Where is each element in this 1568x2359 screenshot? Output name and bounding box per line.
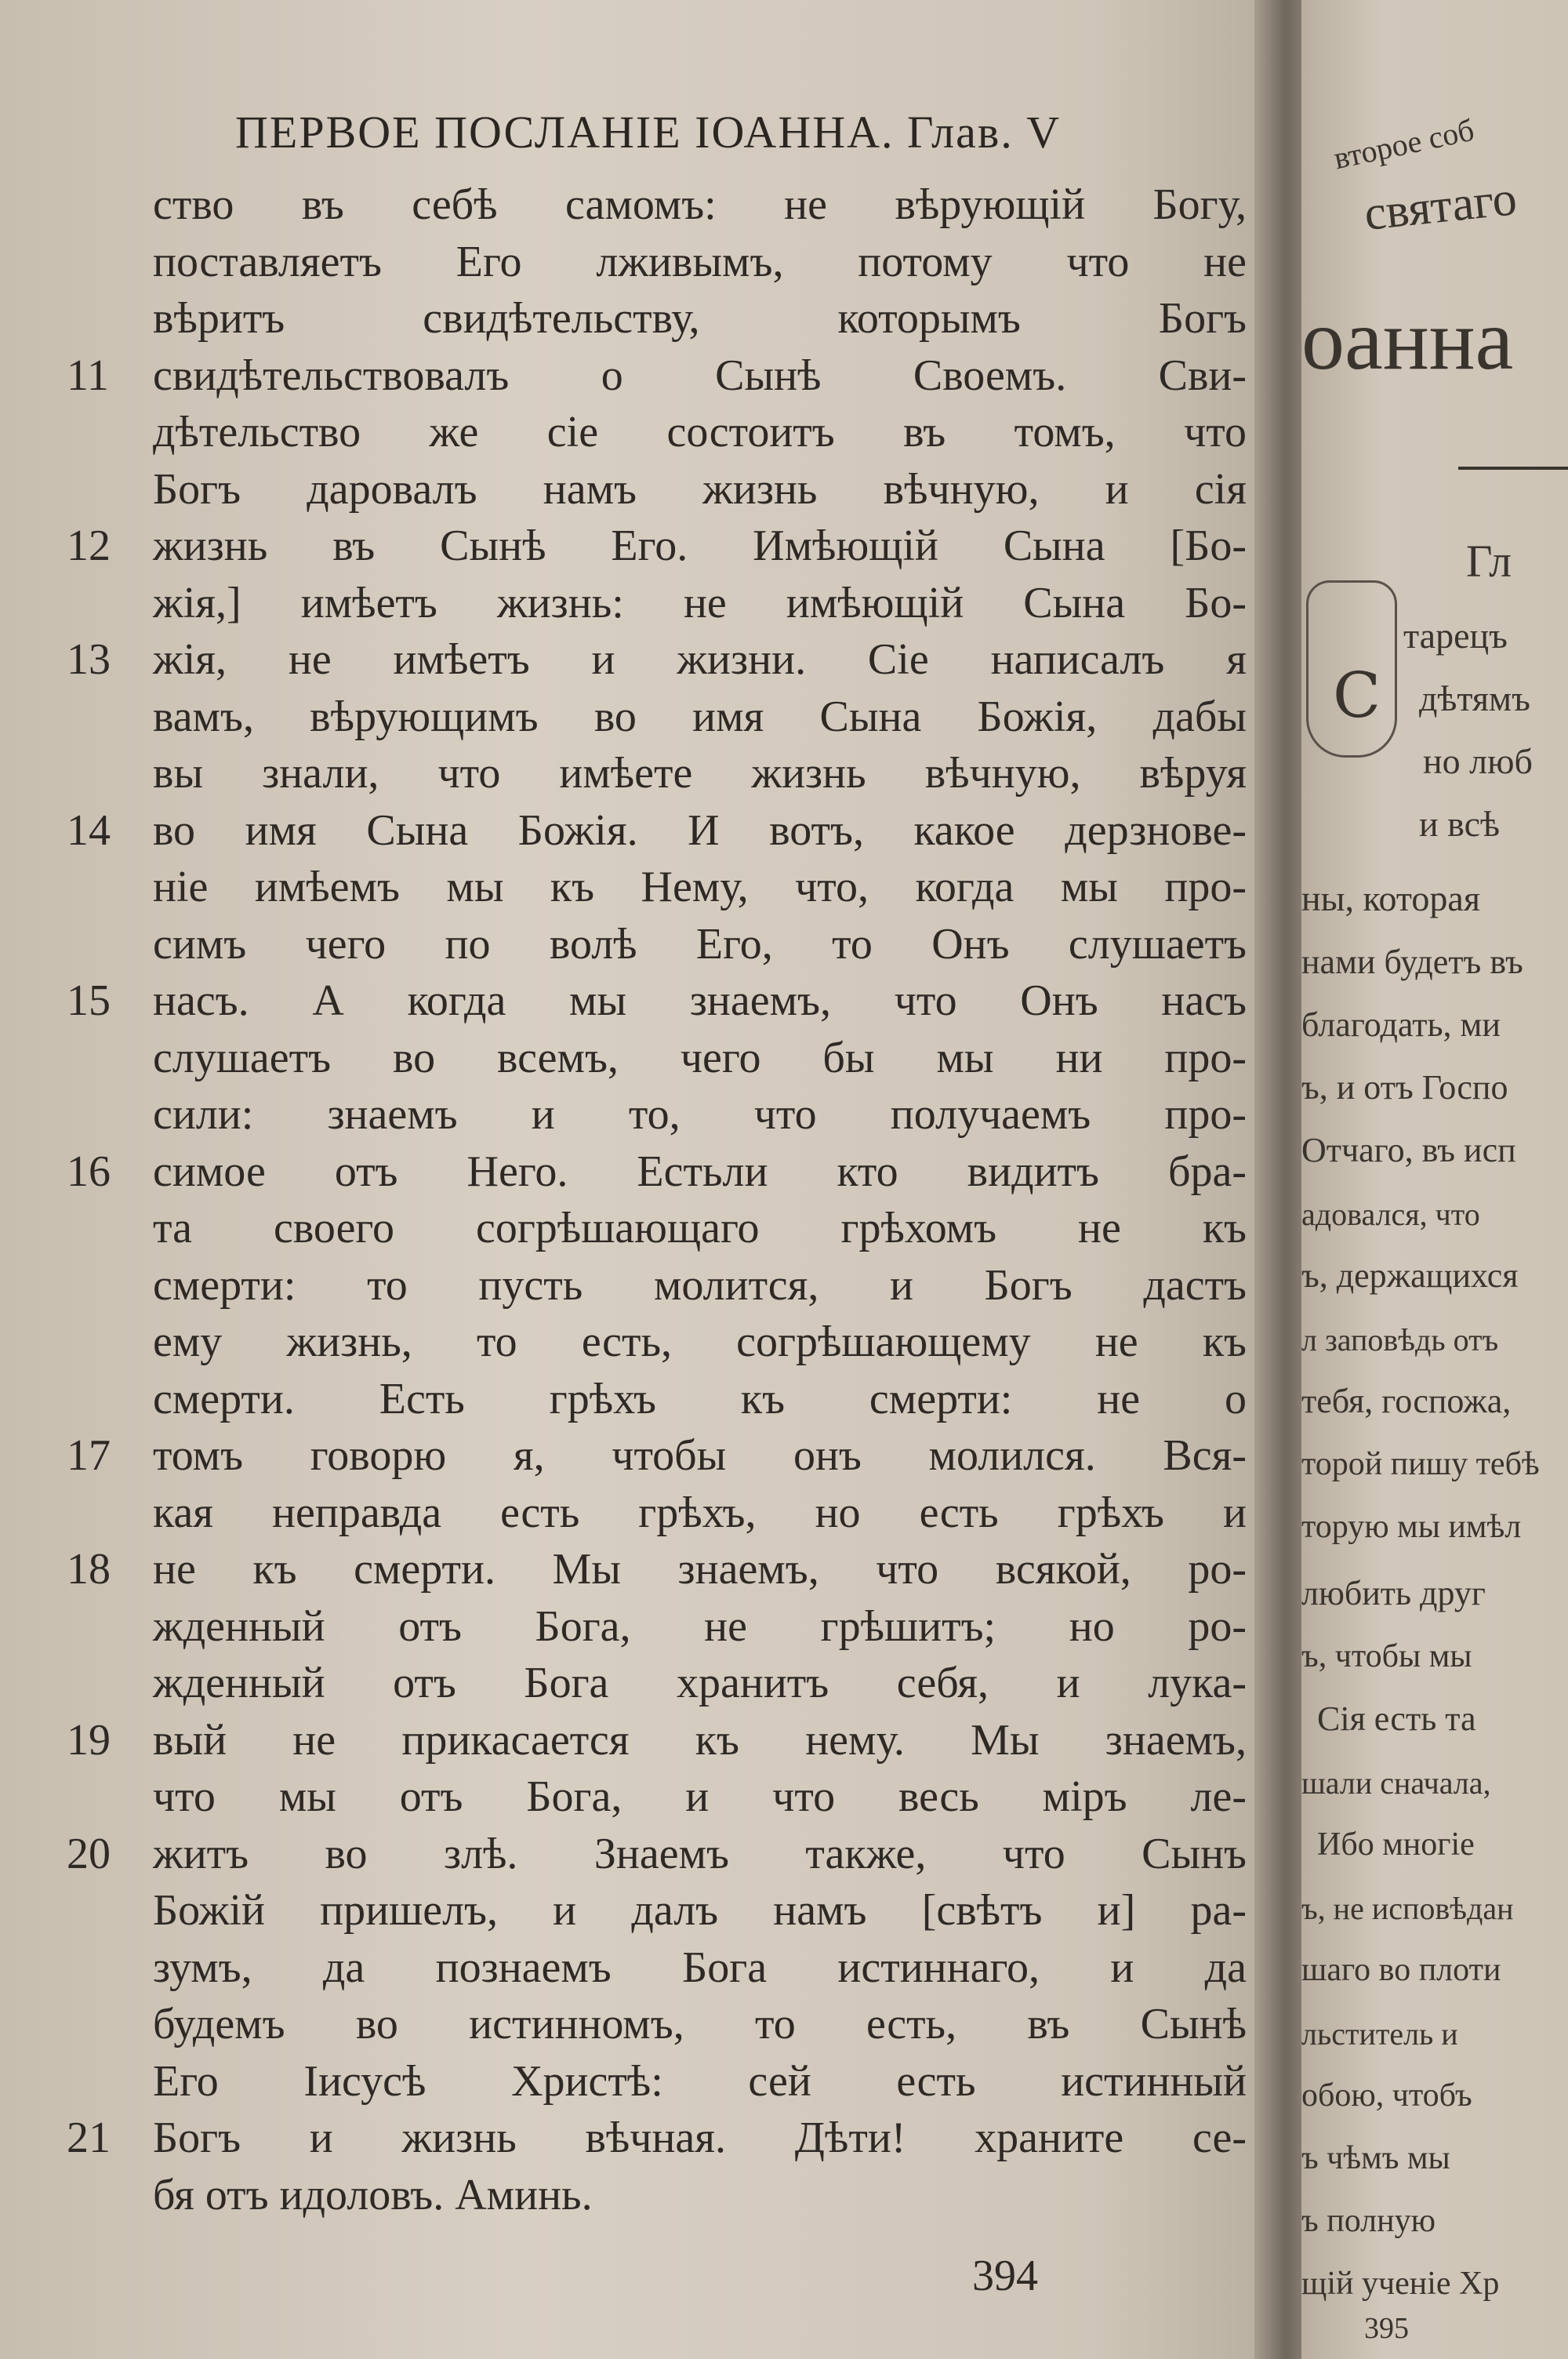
line-text: Богъ даровалъ намъ жизнь вѣчную, и сія <box>153 464 1247 514</box>
line-text: свидѣтельствовалъ о Сынѣ Своемъ. Сви- <box>153 351 1247 400</box>
verse-number: 17 <box>67 1431 111 1480</box>
right-page-text-fragment: тебя, госпожа, <box>1301 1382 1512 1420</box>
right-page-text-fragment: благодать, ми <box>1301 1005 1501 1044</box>
text-line <box>67 1826 1247 1883</box>
line-text: насъ. А когда мы знаемъ, что Онъ насъ <box>153 976 1247 1025</box>
line-text: сили: знаемъ и то, что получаемъ про- <box>153 1090 1247 1139</box>
right-page-text-fragment: нами будетъ въ <box>1301 943 1523 981</box>
right-page-text-fragment: дѣтямъ <box>1419 678 1530 718</box>
verse-number: 16 <box>67 1147 111 1196</box>
line-text: зумъ, да познаемъ Бога истиннаго, и да <box>153 1943 1247 1992</box>
right-page-text-fragment: 395 <box>1364 2312 1409 2345</box>
line-text: симъ чего по волѣ Его, то Онъ слушаетъ <box>153 919 1247 969</box>
ornamental-initial-letter: С <box>1333 659 1381 732</box>
verse-number: 19 <box>67 1715 111 1765</box>
line-text: Богъ и жизнь вѣчная. Дѣти! храните се- <box>153 2114 1247 2162</box>
right-page-text-fragment: любить друг <box>1301 1574 1486 1612</box>
text-line <box>67 1143 1247 1201</box>
line-text: поставляетъ Его лживымъ, потому что не <box>153 237 1247 286</box>
right-page-text-fragment: льститель и <box>1301 2016 1458 2052</box>
right-page-text-fragment: обою, чтобъ <box>1301 2077 1472 2114</box>
line-text: слушаетъ во всемъ, чего бы мы ни про- <box>153 1033 1247 1082</box>
text-line <box>67 1712 1247 1769</box>
right-page-text-fragment: но люб <box>1423 741 1533 781</box>
verse-number: 20 <box>67 1829 111 1878</box>
text-line <box>153 404 1247 461</box>
right-page-text-fragment: ъ полную <box>1301 2203 1436 2239</box>
text-line <box>153 1030 1247 1087</box>
line-text: жія, не имѣетъ и жизни. Сіе написалъ я <box>153 635 1247 684</box>
text-line <box>153 575 1247 632</box>
line-text: вы знали, что имѣете жизнь вѣчную, вѣруя <box>153 749 1247 798</box>
line-text: Божій пришелъ, и далъ намъ [свѣтъ и] ра- <box>153 1886 1247 1935</box>
right-page-text-fragment: ъ, не исповѣдан <box>1301 1891 1514 1926</box>
right-page-text-fragment: торую мы имѣл <box>1301 1509 1522 1545</box>
text-line <box>153 859 1247 916</box>
text-line <box>153 1086 1247 1143</box>
line-text: не къ смерти. Мы знаемъ, что всякой, ро- <box>153 1545 1247 1594</box>
text-line <box>153 1655 1247 1712</box>
right-page-text-fragment: Гл <box>1466 536 1512 587</box>
right-page-text-fragment: тарецъ <box>1403 616 1508 656</box>
verse-number: 13 <box>67 635 111 684</box>
line-text: та своего согрѣшающаго грѣхомъ не къ <box>153 1204 1247 1252</box>
right-page-text-fragment: шаго во плоти <box>1301 1952 1501 1988</box>
line-text: ему жизнь, то есть, согрѣшающему не къ <box>153 1318 1247 1366</box>
line-text: жія,] имѣетъ жизнь: не имѣющій Сына Бо- <box>153 578 1247 627</box>
right-page-text-fragment: торой пишу тебѣ <box>1301 1446 1540 1482</box>
line-text: дѣтельство же сіе состоитъ въ томъ, что <box>153 408 1247 456</box>
text-line <box>153 1257 1247 1314</box>
right-page-text-fragment: оанна <box>1301 292 1514 387</box>
line-text: что мы отъ Бога, и что весь міръ ле- <box>153 1772 1247 1821</box>
line-text: ство въ себѣ самомъ: не вѣрующій Богу, <box>153 180 1247 229</box>
text-line <box>153 1882 1247 1939</box>
text-line <box>67 1541 1247 1598</box>
text-line <box>67 2110 1247 2167</box>
text-line <box>67 347 1247 405</box>
text-line <box>67 518 1247 575</box>
line-text: жизнь въ Сынѣ Его. Имѣющій Сына [Бо- <box>153 522 1247 570</box>
text-line <box>153 1200 1247 1257</box>
line-text: ніе имѣемъ мы къ Нему, что, когда мы про- <box>153 863 1247 911</box>
text-line <box>153 1598 1247 1656</box>
text-line <box>153 290 1247 347</box>
text-line <box>67 972 1247 1030</box>
right-page-text-fragment: ъ, и отъ Госпо <box>1301 1068 1508 1107</box>
line-text: симое отъ Него. Естьли кто видитъ бра- <box>153 1147 1247 1196</box>
text-line <box>153 1485 1247 1542</box>
verse-number: 15 <box>67 976 111 1025</box>
text-line <box>153 2167 1247 2224</box>
right-page-text-fragment: адовался, что <box>1301 1197 1480 1232</box>
line-text: вый не прикасается къ нему. Мы знаемъ, <box>153 1715 1247 1765</box>
text-line <box>153 234 1247 291</box>
text-line <box>153 1996 1247 2053</box>
line-text: вамъ, вѣрующимъ во имя Сына Божія, дабы <box>153 692 1247 741</box>
line-text: жденный отъ Бога хранитъ себя, и лука- <box>153 1659 1247 1707</box>
text-line <box>67 631 1247 689</box>
right-page-text-fragment: ъ, держащихся <box>1301 1256 1519 1295</box>
text-line <box>153 689 1247 746</box>
body-text <box>67 176 1247 2223</box>
text-line <box>67 1427 1247 1485</box>
right-page-text-fragment: л заповѣдь отъ <box>1301 1322 1499 1358</box>
verse-number: 21 <box>67 2114 111 2162</box>
running-head: ПЕРВОЕ ПОСЛАНІЕ ІОАННА. Глав. V <box>235 107 1062 158</box>
text-line <box>153 1371 1247 1428</box>
right-page-text-fragment: святаго <box>1361 172 1519 241</box>
text-line <box>153 176 1247 234</box>
verse-number: 12 <box>67 522 111 570</box>
right-page <box>1301 0 1568 2359</box>
line-text: бя отъ идоловъ. Аминь. <box>153 2170 593 2219</box>
line-text: жденный отъ Бога, не грѣшитъ; но ро- <box>153 1601 1247 1651</box>
right-page-text-fragment: ъ чѣмъ мы <box>1301 2140 1450 2176</box>
line-text: во имя Сына Божія. И вотъ, какое дерзнове- <box>153 805 1247 855</box>
right-page-text-fragment: ъ, чтобы мы <box>1301 1638 1472 1674</box>
text-line <box>67 802 1247 860</box>
page-number: 394 <box>972 2252 1038 2300</box>
line-text: смерти. Есть грѣхъ къ смерти: не о <box>153 1374 1247 1423</box>
verse-number: 14 <box>67 805 111 855</box>
text-line <box>153 916 1247 973</box>
right-page-text-fragment: шали сначала, <box>1301 1765 1491 1801</box>
right-page-text-fragment: Ибо многіе <box>1317 1826 1475 1863</box>
right-page-text-fragment: щій ученіе Хр <box>1301 2266 1500 2302</box>
text-line <box>153 745 1247 802</box>
line-text: вѣритъ свидѣтельству, которымъ Богъ <box>153 294 1247 343</box>
right-page-text-fragment: ны, которая <box>1301 878 1481 918</box>
right-page-text-fragment: второе соб <box>1330 111 1477 176</box>
line-text: житъ во злѣ. Знаемъ также, что Сынъ <box>153 1829 1247 1878</box>
line-text: томъ говорю я, чтобы онъ молился. Вся- <box>153 1431 1247 1480</box>
text-line <box>153 461 1247 518</box>
line-text: кая неправда есть грѣхъ, но есть грѣхъ и <box>153 1488 1247 1537</box>
right-page-text-fragment: Сія есть та <box>1317 1699 1476 1738</box>
verse-number: 11 <box>67 351 109 400</box>
right-page-text-fragment: и всѣ <box>1419 804 1500 844</box>
line-text: Его Іисусѣ Христѣ: сей есть истинный <box>153 2056 1247 2106</box>
title-rule <box>1458 467 1568 470</box>
line-text: будемъ во истинномъ, то есть, въ Сынѣ <box>153 2000 1247 2048</box>
verse-number: 18 <box>67 1545 111 1594</box>
line-text: смерти: то пусть молится, и Богъ дастъ <box>153 1260 1247 1310</box>
text-line <box>153 2053 1247 2110</box>
text-line <box>153 1314 1247 1371</box>
text-line <box>153 1768 1247 1826</box>
right-page-text-fragment: Отчаго, въ исп <box>1301 1131 1516 1169</box>
text-line <box>153 1939 1247 1997</box>
